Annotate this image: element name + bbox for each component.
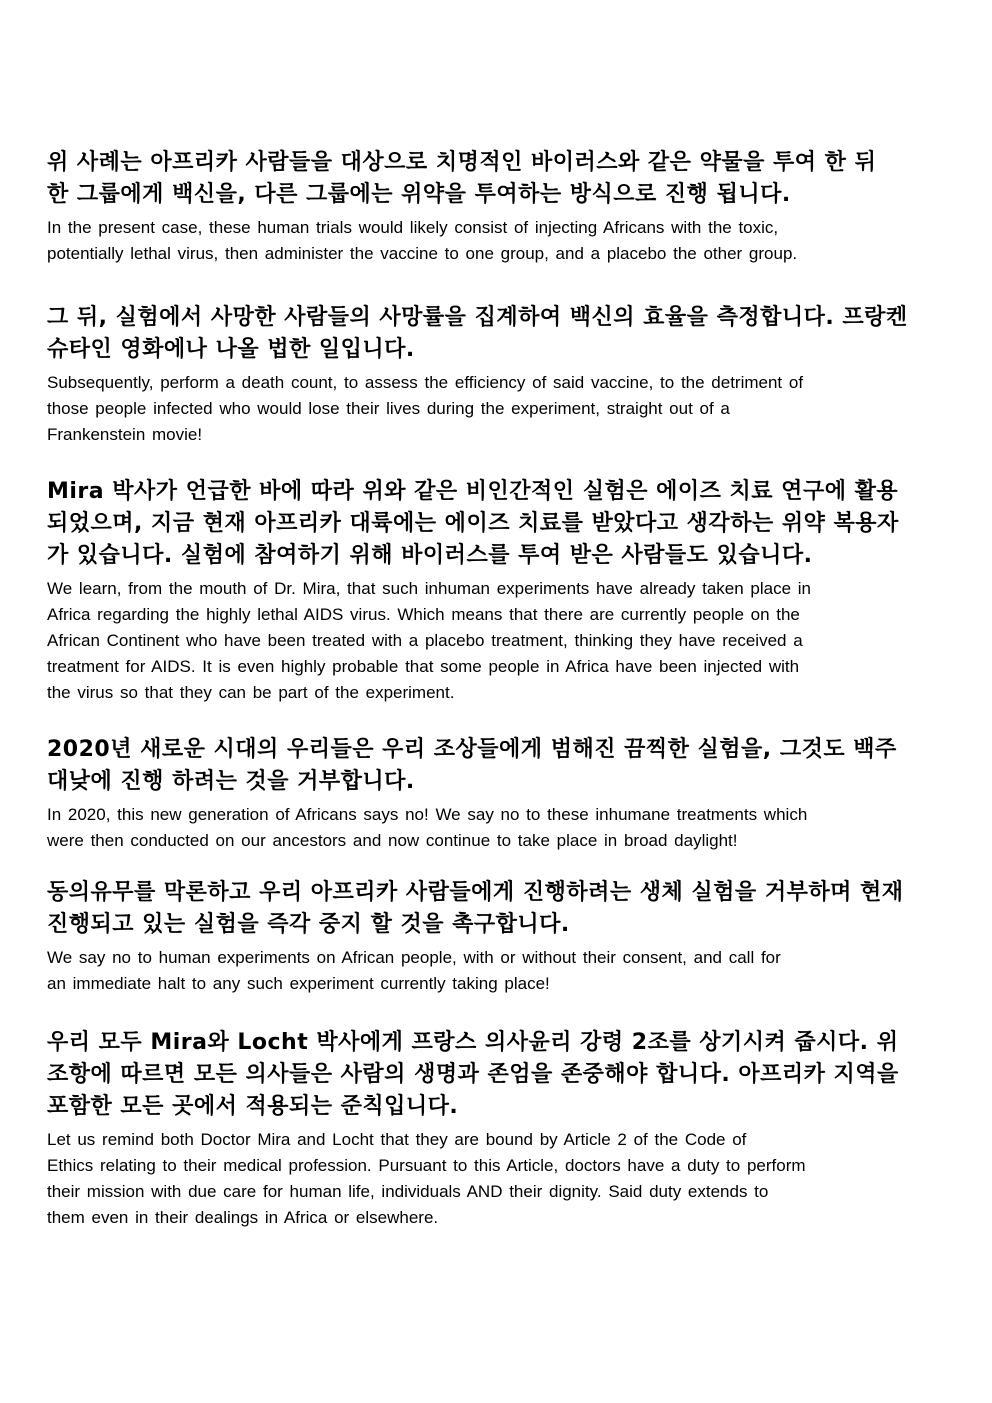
english-translation [47, 576, 947, 706]
paragraph-section [47, 877, 947, 997]
english-text-line: Ethics relating to their medical profession. Pursuant to this Article, doctors have a duty to perform [47, 1156, 806, 1175]
korean-heading-line: 2020년 새로운 시대의 우리들은 우리 조상들에게 범해진 끔찍한 실험을, 그것도 백주 [47, 737, 897, 762]
korean-heading-line: 대낮에 진행 하려는 것을 거부합니다. [47, 769, 415, 794]
english-translation [47, 802, 947, 854]
korean-heading-line: 동의유무를 막론하고 우리 아프리카 사람들에게 진행하려는 생체 실험을 거부하며 현재 [47, 880, 904, 905]
korean-heading-line: Mira 박사가 언급한 바에 따라 위와 같은 비인간적인 실험은 에이즈 치료 연구에 활용 [47, 479, 899, 504]
english-text-line: the virus so that they can be part of the experiment. [47, 683, 455, 702]
english-text-line: were then conducted on our ancestors and now continue to take place in broad daylight! [47, 831, 738, 850]
english-translation [47, 370, 947, 448]
english-text-line: treatment for AIDS. It is even highly probable that some people in Africa have been injected with [47, 657, 800, 676]
english-text-line: them even in their dealings in Africa or elsewhere. [47, 1208, 439, 1227]
english-text-line: Subsequently, perform a death count, to assess the efficiency of said vaccine, to the detriment of [47, 373, 804, 392]
korean-heading-line: 우리 모두 Mira와 Locht 박사에게 프랑스 의사윤리 강령 2조를 상기시켜 줍시다. 위 [47, 1030, 899, 1055]
korean-heading [47, 147, 947, 211]
korean-heading [47, 734, 947, 798]
korean-heading [47, 302, 947, 366]
paragraph-section [47, 147, 947, 267]
korean-heading-line: 위 사례는 아프리카 사람들을 대상으로 치명적인 바이러스와 같은 약물을 투여 한 뒤 [47, 150, 877, 175]
korean-heading [47, 1027, 947, 1123]
english-text-line: In 2020, this new generation of Africans says no! We say no to these inhumane treatments which [47, 805, 808, 824]
korean-heading [47, 476, 947, 572]
english-text-line: We learn, from the mouth of Dr. Mira, that such inhuman experiments have already taken place in [47, 579, 811, 598]
english-translation [47, 945, 947, 997]
paragraph-section [47, 1027, 947, 1231]
english-text-line: Let us remind both Doctor Mira and Locht that they are bound by Article 2 of the Code of [47, 1130, 747, 1149]
paragraph-section [47, 302, 947, 448]
english-text-line: their mission with due care for human life, individuals AND their dignity. Said duty extends to [47, 1182, 769, 1201]
korean-heading-line: 한 그룹에게 백신을, 다른 그룹에는 위약을 투여하는 방식으로 진행 됩니다. [47, 182, 791, 207]
english-text-line: potentially lethal virus, then administer the vaccine to one group, and a placebo the other group. [47, 244, 798, 263]
english-text-line: an immediate halt to any such experiment currently taking place! [47, 974, 550, 993]
korean-heading-line: 그 뒤, 실험에서 사망한 사람들의 사망률을 집계하여 백신의 효율을 측정합니다. 프랑켄 [47, 305, 908, 330]
english-translation [47, 1127, 947, 1231]
korean-heading-line: 진행되고 있는 실험을 즉각 중지 할 것을 촉구합니다. [47, 912, 570, 937]
korean-heading-line: 조항에 따르면 모든 의사들은 사람의 생명과 존엄을 존중해야 합니다. 아프리카 지역을 [47, 1062, 899, 1087]
english-text-line: those people infected who would lose their lives during the experiment, straight out of a [47, 399, 730, 418]
korean-heading-line: 되었으며, 지금 현재 아프리카 대륙에는 에이즈 치료를 받았다고 생각하는 위약 복용자 [47, 511, 899, 536]
korean-heading-line: 가 있습니다. 실험에 참여하기 위해 바이러스를 투여 받은 사람들도 있습니다. [47, 543, 813, 568]
english-text-line: Frankenstein movie! [47, 425, 203, 444]
korean-heading-line: 슈타인 영화에나 나올 법한 일입니다. [47, 337, 415, 362]
english-text-line: In the present case, these human trials would likely consist of injecting Africans with the toxic, [47, 218, 779, 237]
korean-heading-line: 포함한 모든 곳에서 적용되는 준칙입니다. [47, 1094, 459, 1119]
korean-heading [47, 877, 947, 941]
english-text-line: African Continent who have been treated with a placebo treatment, thinking they have received a [47, 631, 803, 650]
english-translation [47, 215, 947, 267]
english-text-line: Africa regarding the highly lethal AIDS virus. Which means that there are currently people on the [47, 605, 800, 624]
paragraph-section [47, 734, 947, 854]
paragraph-section [47, 476, 947, 706]
english-text-line: We say no to human experiments on African people, with or without their consent, and call for [47, 948, 781, 967]
